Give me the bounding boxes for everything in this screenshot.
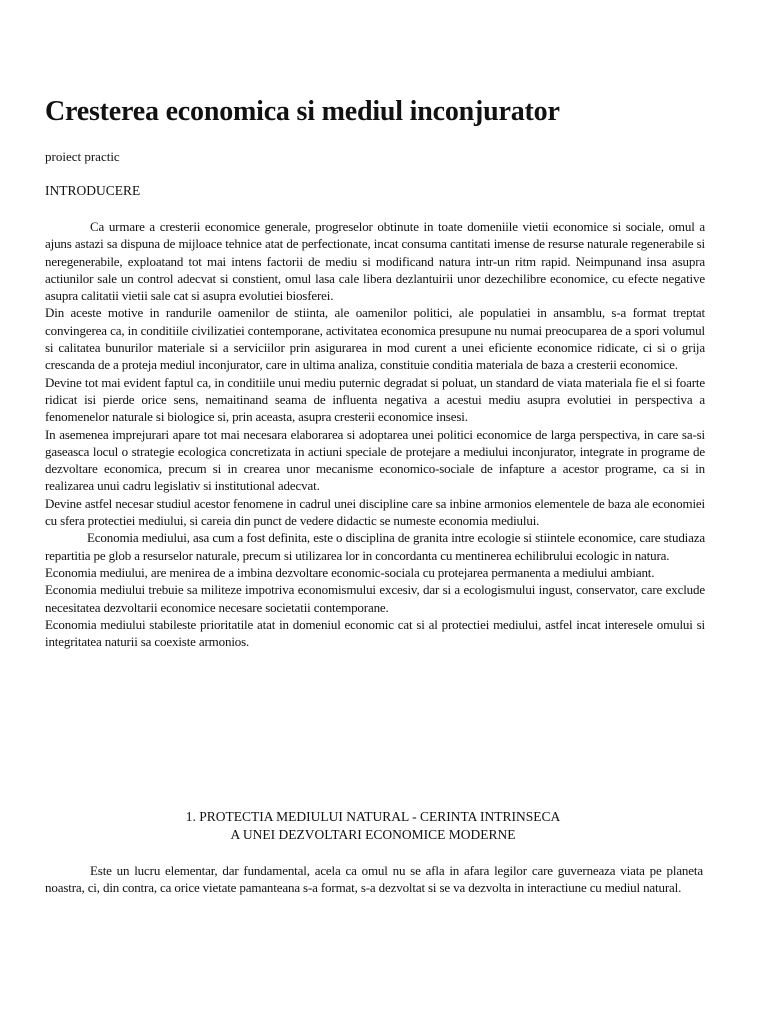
chapter-heading [45,808,701,844]
document-subtitle: proiect practic [45,149,120,164]
paragraph: Economia mediului stabileste prioritatile atat in domeniul economic cat si al protectiei mediului, astfel incat interesele omului si integritatea naturii sa coexiste armonios. [45,616,705,650]
chapter-heading-line: 1. PROTECTIA MEDIULUI NATURAL - CERINTA INTRINSECA [185,809,561,824]
paragraph: Devine astfel necesar studiul acestor fenomene in cadrul unei discipline care sa inbine armonios elementele de baza ale economiei cu sfera protectiei mediului, si careia din punct de vedere didactic se numeste economia mediului. [45,495,705,529]
introduction-body [45,218,705,650]
paragraph: Din aceste motive in randurile oamenilor de stiinta, ale oamenilor politici, ale populatiei in ansamblu, s-a format treptat convingerea ca, in conditiile civilizatiei contemporane, activitatea economica presupune nu numai preocuparea de a spori volumul si calitatea bunurilor materiale si a serviciilor prin asigurarea in mod curent a unei eficiente economice ridicate, ci si o grija crescanda de a proteja mediul inconjurator, care in ultima analiza, constituie conditia materiala de baza a cresterii economice. [45,305,705,373]
paragraph: Este un lucru elementar, dar fundamental, acela ca omul nu se afla in afara legilor care guverneaza viata pe planeta noastra, ci, din contra, ca orice vietate pamanteana s-a format, s-a dezvoltat si se va dezvolta in interactiune cu mediul natural. [45,863,703,896]
paragraph: In asemenea imprejurari apare tot mai necesara elaborarea si adoptarea unei politici economice de larga perspectiva, in care sa-si gaseasca locul o strategie ecologica concretizata in actiuni speciale de protejare a mediului inconjurator, integrate in programe de dezvoltare economica, precum si in crearea unor mecanisme economico-sociale de infapture a acestor programe, ca si in realizarea unui cadru legislativ si institutional adecvat. [45,426,705,494]
paragraph: Economia mediului, asa cum a fost definita, este o disciplina de granita intre ecologie si stiintele economice, care studiaza repartitia pe glob a resurselor naturale, precum si utilizarea lor in concordanta cu mentinerea echilibrului ecologic in natura. [45,530,705,563]
chapter-heading-line: A UNEI DEZVOLTARI ECONOMICE MODERNE [230,827,516,842]
chapter-body [45,862,703,897]
document-title: Cresterea economica si mediul inconjurator [45,96,560,127]
paragraph: Economia mediului trebuie sa militeze impotriva economismului excesiv, dar si a ecologismului ingust, conservator, care exclude necesitatea dezvoltarii economice necesare societatii contemporane. [45,582,705,615]
paragraph: Devine tot mai evident faptul ca, in conditiile unui mediu puternic degradat si poluat, un standard de viata materiala fie el si foarte ridicat isi pierde orice sens, nemaitinand seama de influenta negativa a acestui mediu asupra evolutiei in perspectiva a fenomenelor naturale si biologice si, prin aceasta, asupra cresterii economice insesi. [45,374,705,425]
section-heading: INTRODUCERE [45,183,141,198]
paragraph: Ca urmare a cresterii economice generale, progreselor obtinute in toate domeniile vietii economice si sociale, omul a ajuns astazi sa dispuna de mijloace tehnice atat de perfectionate, incat consuma cantitati imense de resurse naturale regenerabile si neregenerabile, exploatand tot mai intens factorii de mediu si modificand natura intr-un ritm rapid. Neimpunand insa asupra actiunilor sale un control adecvat si constient, omul lasa cale libera dezlantuirii unor dezechilibre economice, cu efecte negative asupra calitatii vietii sale cat si asupra evolutiei biosferei. [45,219,705,304]
paragraph: Economia mediului, are menirea de a imbina dezvoltare economic-sociala cu protejarea permanenta a mediului ambiant. [45,564,655,580]
